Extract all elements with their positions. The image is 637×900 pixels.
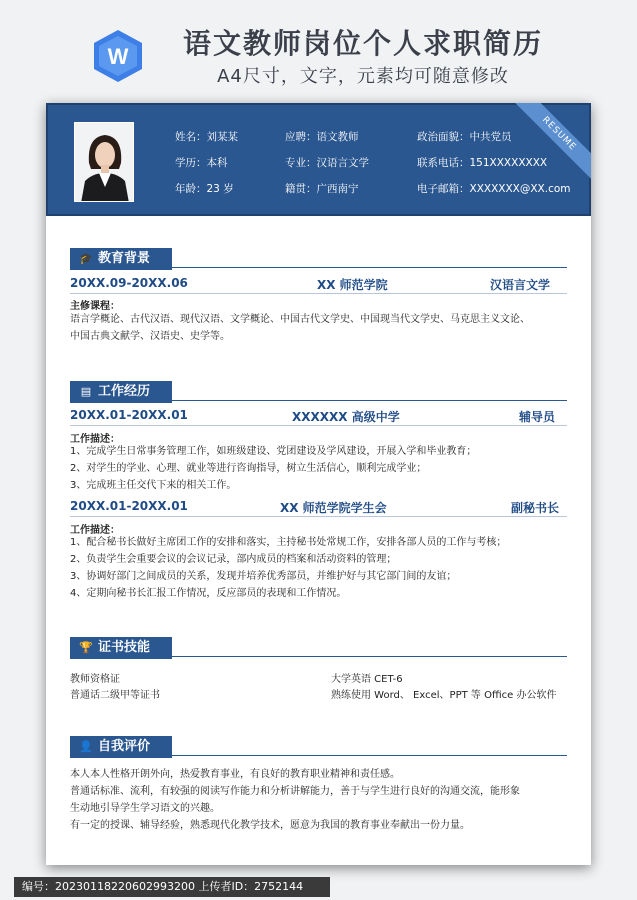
info-email: 电子邮箱：XXXXXXX@XX.com xyxy=(417,183,571,195)
section-self xyxy=(70,736,567,758)
info-education: 学历：本科 xyxy=(175,157,228,169)
section-title: 教育背景 xyxy=(98,251,151,266)
job-desc: 1、完成学生日常事务管理工作，如班级建设、党团建设及学风建设，开展入学和毕业教育； 2、对学生的学业、心理、就业等进行咨询指导，树立生活信心，顺利完成学业； 3、完成班主任交代下来的相关工作。 xyxy=(70,446,477,491)
footer-id: 编号：20230118220602993200 上传者ID：2752144 xyxy=(14,877,330,897)
job-row xyxy=(70,499,567,515)
job-org: XX 师范学院学生会 xyxy=(280,501,387,515)
info-phone: 联系电话：151XXXXXXXX xyxy=(417,157,548,169)
page-title: 语文教师岗位个人求职简历 xyxy=(182,27,543,60)
w-logo-icon xyxy=(90,28,146,84)
job-row xyxy=(70,408,567,424)
cert-item: 熟练使用 Word、 Excel、PPT 等 Office 办公软件 xyxy=(331,690,557,701)
section-work xyxy=(70,381,567,403)
job-period: 20XX.01-20XX.01 xyxy=(70,408,188,422)
briefcase-icon: ▤ xyxy=(80,385,92,398)
cert-item: 普通话二级甲等证书 xyxy=(70,690,160,701)
edu-school: XX 师范学院 xyxy=(317,278,388,292)
resume-paper xyxy=(46,103,591,865)
info-age: 年龄：23 岁 xyxy=(175,183,234,195)
trophy-icon: 🏆 xyxy=(79,641,93,654)
cert-item: 教师资格证 xyxy=(70,674,120,685)
courses-label: 主修课程： xyxy=(70,301,120,312)
info-apply: 应聘：语文教师 xyxy=(285,131,359,143)
cert-item: 大学英语 CET-6 xyxy=(331,674,403,685)
edu-major: 汉语言文学 xyxy=(490,278,551,292)
job-desc-label: 工作描述： xyxy=(70,434,120,445)
resume-ribbon: RESUME xyxy=(510,103,591,183)
section-certs xyxy=(70,637,567,659)
courses-text: 语言学概论、古代汉语、现代汉语、文学概论、中国古代文学史、中国现当代文学史、马克思主义文论、 中国古典文献学、汉语史、史学等。 xyxy=(70,314,530,342)
profile-band xyxy=(46,103,591,216)
info-origin: 籍贯：广西南宁 xyxy=(285,183,359,195)
section-title: 自我评价 xyxy=(98,739,151,754)
self-evaluation-text: 本人本人性格开朗外向，热爱教育事业，有良好的教育职业精神和责任感。 普通话标准、流利，有较强的阅读写作能力和分析讲解能力，善于与学生进行良好的沟通交流，能形象 生动地引导学生学习语文的兴趣。 有一定的授课、辅导经验，熟悉现代化教学技术，愿意为我国的教育事业奉献出一份力量。 xyxy=(70,769,520,831)
section-title: 工作经历 xyxy=(98,384,151,399)
job-period: 20XX.01-20XX.01 xyxy=(70,499,188,513)
section-title: 证书技能 xyxy=(98,640,151,655)
job-org: XXXXXX 高级中学 xyxy=(292,410,400,424)
footer-bar xyxy=(0,874,637,900)
profile-photo xyxy=(74,122,134,202)
job-role: 辅导员 xyxy=(519,410,556,424)
job-desc-label: 工作描述： xyxy=(70,525,120,536)
job-desc: 1、配合秘书长做好主席团工作的安排和落实，主持秘书处常规工作，安排各部人员的工作与考核； 2、负责学生会重要会议的会议记录，部内成员的档案和活动资料的管理； 3、协调好部门之间成员的关系，发现并培养优秀部员，并维护好与其它部门间的友谊； 4、定期向秘书长汇报工作情况，反应部员的表现和工作情况。 xyxy=(70,537,507,599)
info-political: 政治面貌：中共党员 xyxy=(417,131,512,143)
svg-text:W: W xyxy=(107,44,129,69)
edu-period: 20XX.09-20XX.06 xyxy=(70,276,188,290)
info-major: 专业：汉语言文学 xyxy=(285,157,369,169)
graduation-cap-icon: 🎓 xyxy=(79,252,93,265)
job-role: 副秘书长 xyxy=(511,501,560,515)
section-education xyxy=(70,248,567,270)
person-icon: 👤 xyxy=(79,740,93,753)
education-row xyxy=(70,276,567,292)
info-name: 姓名：刘某某 xyxy=(175,131,238,143)
page-subtitle: A4尺寸，文字，元素均可随意修改 xyxy=(217,66,509,87)
